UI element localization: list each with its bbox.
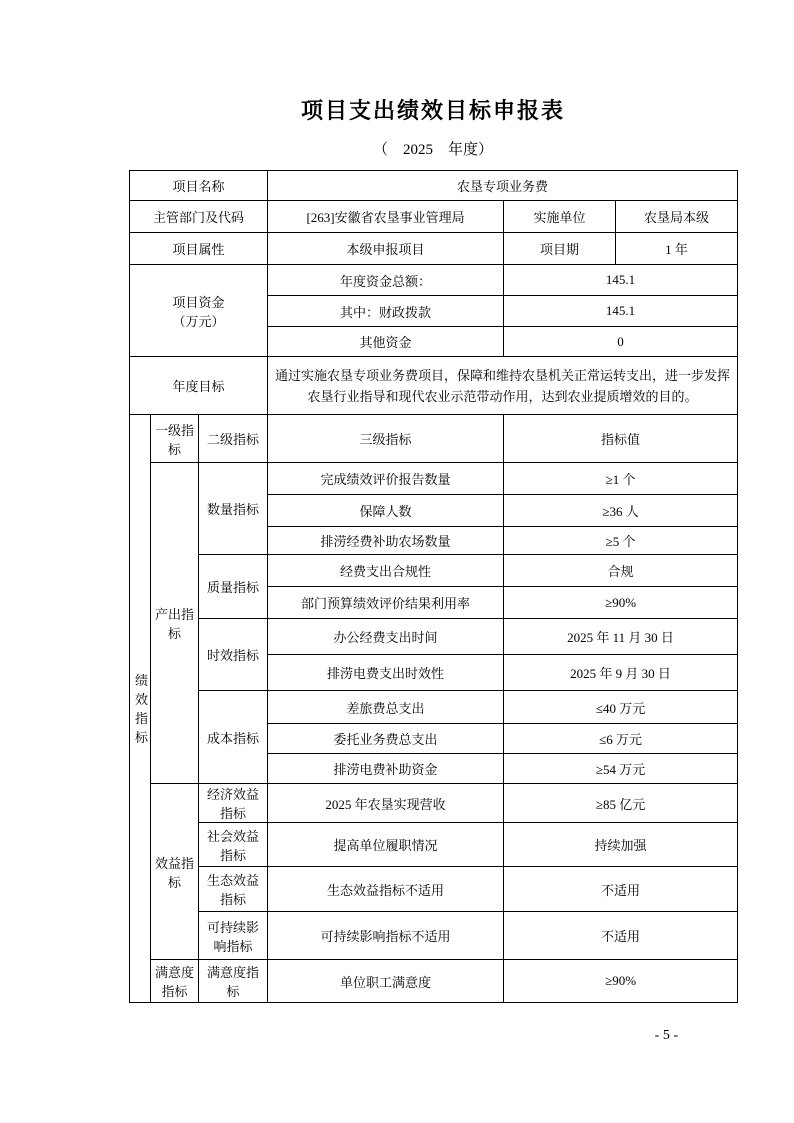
level2-economic: 经济效益指标 [199,784,268,823]
indicator-value: ≤40 万元 [504,691,738,724]
funds-total-value: 145.1 [504,265,738,296]
level2-satisfaction: 满意度指标 [199,960,268,1003]
row-funds-total [130,265,738,296]
performance-indicator-side-label: 绩效指标 [130,415,151,1003]
impl-unit-label: 实施单位 [504,201,616,233]
header-level3: 三级指标 [268,415,504,463]
row-attribute [130,233,738,265]
funds-label-line2: （万元） [172,313,225,329]
indicator-value: ≥36 人 [504,495,738,527]
project-name-label: 项目名称 [130,171,268,201]
indicator-value: ≥5 个 [504,527,738,555]
level2-time: 时效指标 [199,619,268,691]
indicator-value: 2025 年 9 月 30 日 [504,655,738,691]
indicator-value: 持续加强 [504,823,738,867]
indicator-value: ≥54 万元 [504,754,738,784]
level1-satisfaction: 满意度指标 [151,960,199,1003]
indicator-row [130,867,738,912]
period-value: 1 年 [616,233,738,265]
annual-goal-value: 通过实施农垦专项业务费项目，保障和维持农垦机关正常运转支出，进一步发挥农垦行业指导和现代农业示范带动作用，达到农业提质增效的目的。 [268,357,738,415]
level1-output: 产出指标 [151,463,199,784]
indicator-name: 委托业务费总支出 [268,724,504,754]
indicator-row [130,619,738,655]
document-title: 项目支出绩效目标申报表 [300,98,565,123]
header-level1: 一级指标 [151,415,199,463]
level2-cost: 成本指标 [199,691,268,784]
impl-unit-value: 农垦局本级 [616,201,738,233]
indicator-name: 可持续影响指标不适用 [268,912,504,960]
page-number: - 5 - [654,1028,678,1043]
indicator-row [130,823,738,867]
indicator-name: 完成绩效评价报告数量 [268,463,504,495]
department-value: [263]安徽省农垦事业管理局 [268,201,504,233]
period-label: 项目期 [504,233,616,265]
indicator-value: ≥90% [504,587,738,619]
annual-goal-label: 年度目标 [130,357,268,415]
level2-quantity: 数量指标 [199,463,268,555]
funds-label [130,265,268,357]
indicator-name: 部门预算绩效评价结果利用率 [268,587,504,619]
indicator-row [130,555,738,587]
indicator-row [130,691,738,724]
funds-fiscal-label: 其中：财政拨款 [268,296,504,327]
level2-quality: 质量指标 [199,555,268,619]
indicator-name: 办公经费支出时间 [268,619,504,655]
indicator-value: ≤6 万元 [504,724,738,754]
indicator-value: 不适用 [504,867,738,912]
indicator-row [130,912,738,960]
funds-label-line1: 项目资金 [172,294,225,310]
funds-other-value: 0 [504,327,738,357]
indicator-row [130,463,738,495]
document-content [129,0,737,1003]
indicator-value: ≥85 亿元 [504,784,738,823]
level1-benefit: 效益指标 [151,784,199,960]
indicator-name: 排涝电费补助资金 [268,754,504,784]
indicator-value: 不适用 [504,912,738,960]
row-department [130,201,738,233]
funds-other-label: 其他资金 [268,327,504,357]
indicator-name: 排涝经费补助农场数量 [268,527,504,555]
indicator-name: 生态效益指标不适用 [268,867,504,912]
performance-target-table [129,170,738,1003]
indicator-value: 合规 [504,555,738,587]
indicator-name: 2025 年农垦实现营收 [268,784,504,823]
indicator-value: 2025 年 11 月 30 日 [504,619,738,655]
row-project-name [130,171,738,201]
indicator-name: 经费支出合规性 [268,555,504,587]
header-value: 指标值 [504,415,738,463]
attribute-value: 本级申报项目 [268,233,504,265]
indicator-name: 差旅费总支出 [268,691,504,724]
indicator-value: ≥90% [504,960,738,1003]
project-name-value: 农垦专项业务费 [268,171,738,201]
level2-social: 社会效益指标 [199,823,268,867]
funds-total-label: 年度资金总额： [268,265,504,296]
level2-sustain: 可持续影响指标 [199,912,268,960]
indicator-name: 单位职工满意度 [268,960,504,1003]
row-annual-goal [130,357,738,415]
level2-eco: 生态效益指标 [199,867,268,912]
indicator-name: 排涝电费支出时效性 [268,655,504,691]
attribute-label: 项目属性 [130,233,268,265]
indicator-name: 提高单位履职情况 [268,823,504,867]
department-label: 主管部门及代码 [130,201,268,233]
indicator-value: ≥1 个 [504,463,738,495]
indicator-name: 保障人数 [268,495,504,527]
funds-fiscal-value: 145.1 [504,296,738,327]
indicator-row [130,784,738,823]
row-indicator-header [130,415,738,463]
document-subtitle: （ 2025 年度） [372,142,493,158]
header-level2: 二级指标 [199,415,268,463]
indicator-row [130,960,738,1003]
